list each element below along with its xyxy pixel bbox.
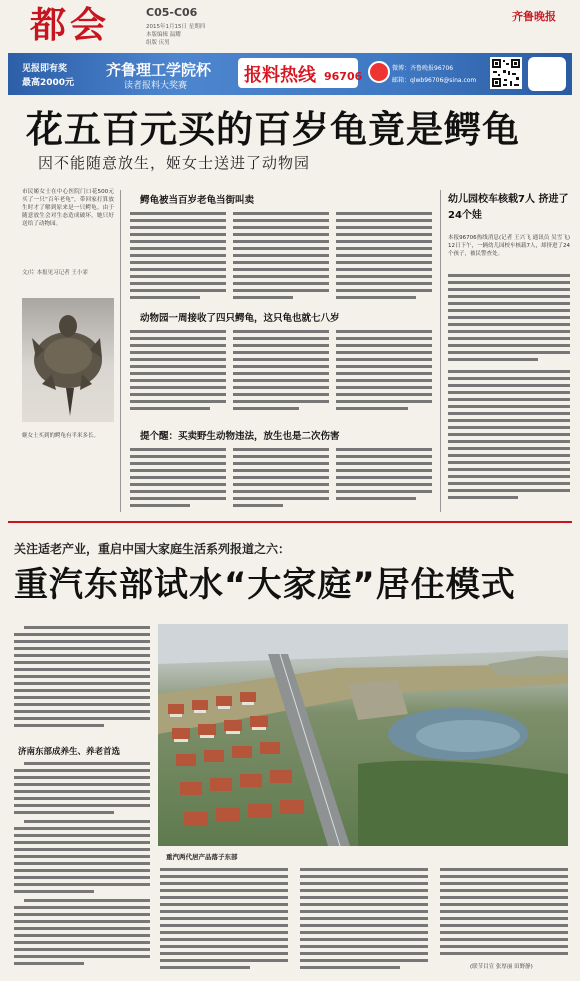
feature-kicker: 关注适老产业，重启中国大家庭生活系列报道之六：	[14, 542, 291, 556]
reward-line2: 最高2000元	[22, 78, 75, 88]
main-subheadline: 因不能随意放生，姬女士送进了动物园	[38, 154, 311, 172]
mascot-icon	[528, 57, 566, 91]
article-body-2	[130, 328, 432, 420]
byline: 文/片 本报见习记者 王小霏	[22, 270, 88, 276]
school-name: 齐鲁理工学院杯	[106, 61, 212, 79]
qr-code-icon	[490, 57, 522, 89]
main-headline: 花五百元买的百岁龟竟是鳄龟	[26, 108, 520, 151]
hotline-label: 报料热线	[244, 65, 316, 86]
section-heading-3: 提个醒：买卖野生动物违法，放生也是二次伤害	[140, 431, 340, 442]
side-news-intro: 本报96706热线消息(记者 王兴飞 通讯员 吴雪飞) 12日下午，一辆幼儿园校车核载7人，却挤进了24个孩子，被民警查处。	[448, 235, 570, 257]
side-news-headline: 幼儿园校车核载7人 挤进了24个娃	[448, 194, 569, 221]
feature-byline: (联节目宣 张厚丽 田野静)	[470, 964, 533, 970]
article-body-3	[130, 446, 432, 510]
page-numbers: C05-C06	[146, 6, 198, 19]
section-heading-2: 动物园一周接收了四只鳄龟，这只龟也就七八岁	[140, 313, 340, 324]
article-body-1	[130, 210, 432, 306]
masthead	[0, 0, 580, 52]
section-heading-1: 鳄龟被当百岁老龟当街叫卖	[140, 195, 255, 206]
side-news	[446, 190, 572, 512]
banner-email: 邮箱：qlwb96706@sina.com	[392, 77, 477, 84]
aerial-photo-caption: 重汽两代居产品落子东部	[166, 853, 238, 861]
feature-body-left-2	[14, 760, 150, 972]
school-sub: 读者报料大奖赛	[124, 81, 188, 91]
photo-caption: 姬女士买到的鳄龟有半米多长。	[22, 433, 100, 439]
banner-weibo: 微博：齐鲁晚报96706	[392, 65, 454, 72]
issue-date: 2015年1月15日 星期四	[146, 24, 206, 30]
side-news-body	[448, 272, 570, 508]
feature-subhead-1: 济南东部成养生、养老首选	[18, 747, 121, 757]
feature-body-left	[14, 624, 150, 734]
hotline-box	[238, 58, 363, 88]
feature-headline: 重汽东部试水“大家庭”居住模式	[14, 565, 516, 605]
aerial-photo	[158, 624, 568, 846]
lead-paragraph: 市民姬女士在中心医院门口花500元买了一只“百年老龟”，带回家打算放生时才了解到原来是一只鳄龟。由于随意放生会对生态造成破坏，她只好送给了动物园。	[22, 189, 114, 227]
paper-logo: 齐鲁晚报	[512, 10, 556, 23]
turtle-photo	[22, 298, 114, 422]
weibo-icon	[368, 61, 390, 83]
reward-line1: 见报即有奖	[22, 64, 68, 74]
lead-box	[20, 180, 115, 510]
section-title: 都会	[30, 5, 111, 46]
hotline-number: 96706	[324, 70, 363, 83]
editor: 本版编辑 温耀	[146, 32, 181, 38]
feature-body-bottom	[160, 866, 568, 972]
hotline-banner	[8, 53, 572, 95]
proof-editor: 组版 庆男	[146, 40, 170, 46]
